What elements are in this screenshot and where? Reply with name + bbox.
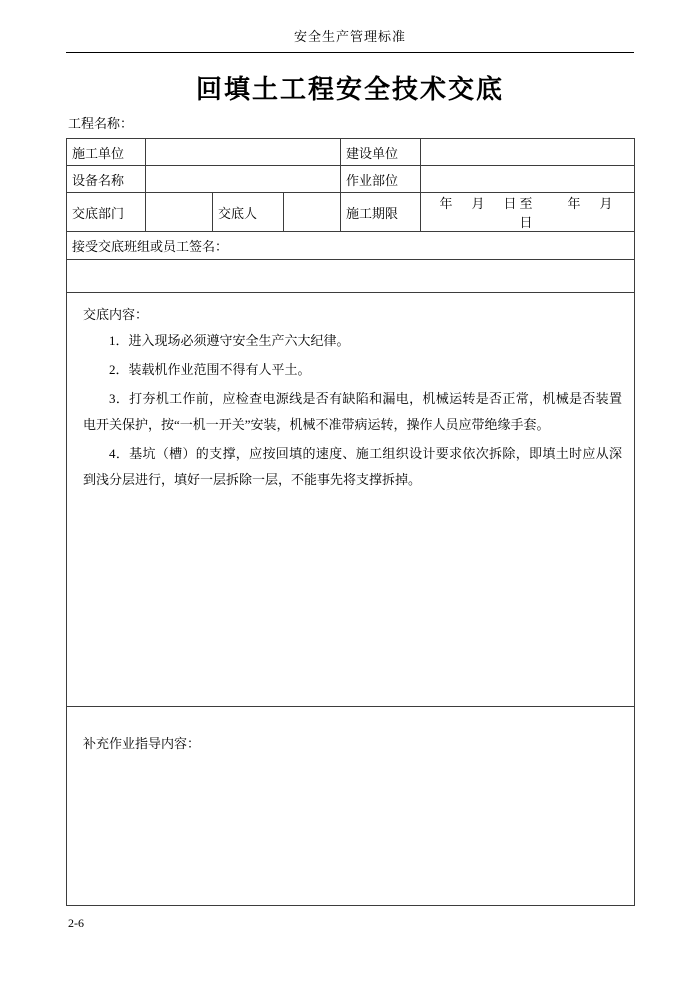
equipment-name-label: 设备名称 [67,166,146,193]
table-row [67,707,635,906]
table-row [67,166,635,193]
supplementary-cell [67,707,635,906]
document-title: 回填土工程安全技术交底 [195,74,504,104]
table-row [67,293,635,707]
header-title: 安全生产管理标准 [293,29,406,44]
discloser-value [284,193,341,232]
building-unit-label: 建设单位 [341,139,421,166]
construction-period-label: 施工期限 [341,193,421,232]
work-part-value [421,166,635,193]
equipment-name-value [146,166,341,193]
table-row [67,260,635,293]
disclosure-item: 1．进入现场必须遵守安全生产六大纪律。 [109,333,350,348]
table-row [67,139,635,166]
disclosure-item: 2．装载机作业范围不得有人平土。 [109,362,311,377]
document-header [66,26,634,53]
document-content [66,0,634,906]
supplementary-label: 补充作业指导内容： [83,736,201,751]
disclosure-content-cell [67,293,635,707]
signature-space [67,260,635,293]
construction-unit-label: 施工单位 [67,139,146,166]
disclosure-item: 4．基坑（槽）的支撑，应按回填的速度、施工组织设计要求依次拆除，即填土时应从深到浅分层进行，填好一层拆除一层，不能事先将支撑拆掉。 [83,446,623,487]
disclosure-content-label: 交底内容： [83,307,149,322]
disclosure-dept-label: 交底部门 [67,193,146,232]
form-table [66,138,635,906]
signature-label: 接受交底班组或员工签名： [67,232,635,260]
discloser-label: 交底人 [213,193,284,232]
work-part-label: 作业部位 [341,166,421,193]
construction-period-value: 年 月 日至 年 月 日 [421,193,635,232]
project-name-label: 工程名称： [68,116,134,131]
table-row [67,232,635,260]
disclosure-dept-value [146,193,213,232]
construction-unit-value [146,139,341,166]
disclosure-content-body [83,328,622,493]
disclosure-item: 3．打夯机工作前，应检查电源线是否有缺陷和漏电，机械运转是否正常，机械是否装置电开关保护，按“一机一开关”安装，机械不准带病运转，操作人员应带绝缘手套。 [83,391,623,432]
table-row [67,193,635,232]
building-unit-value [421,139,635,166]
page-number: 2-6 [68,916,84,930]
